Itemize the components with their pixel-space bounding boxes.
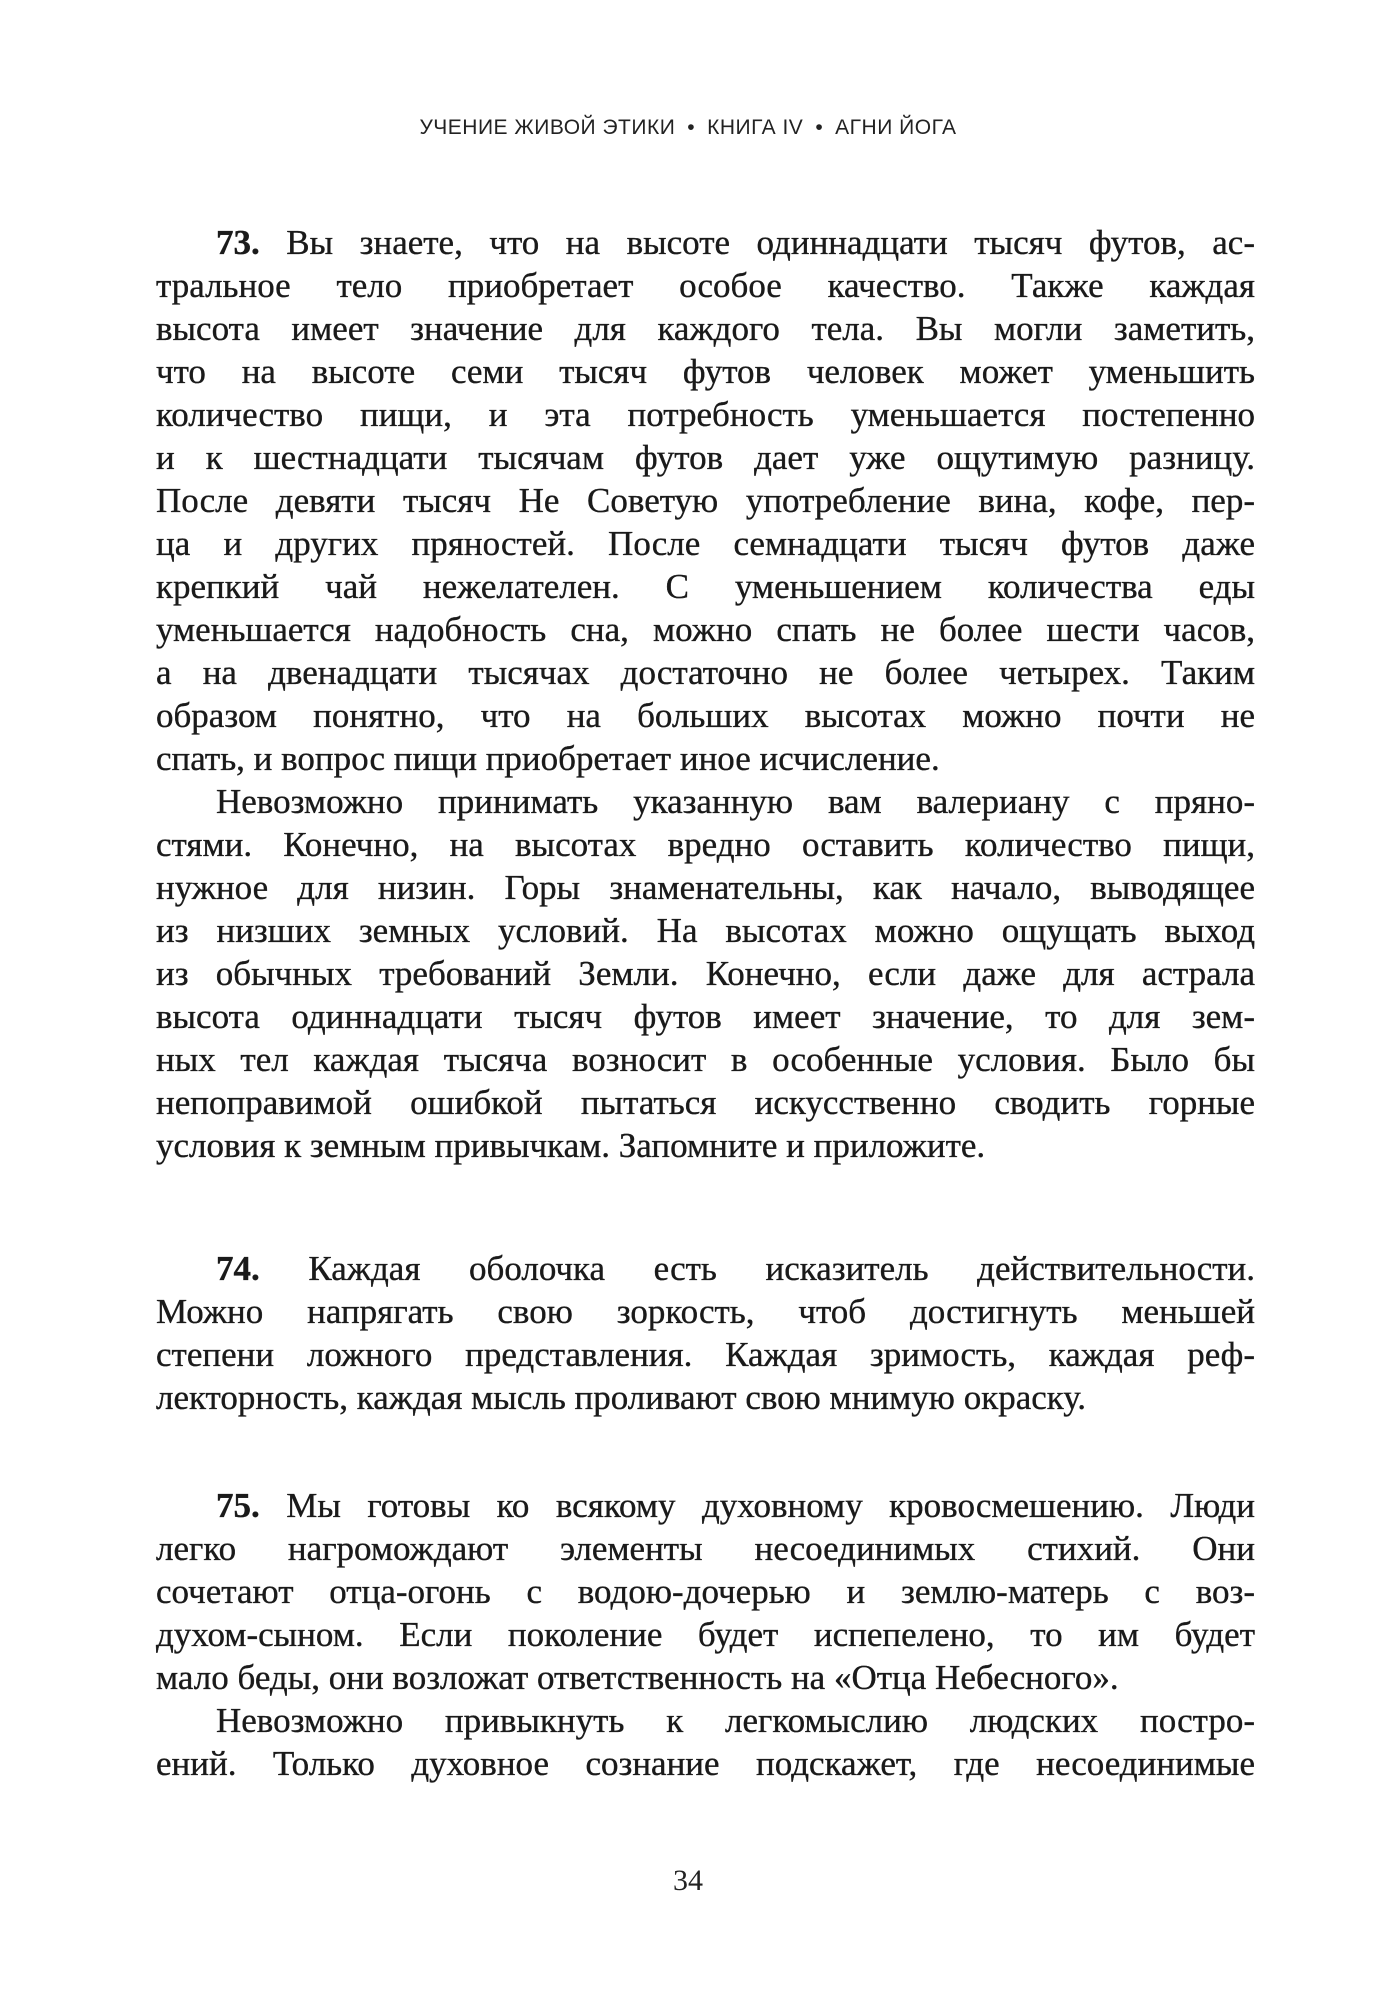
text-line: [156, 995, 1255, 1038]
text-line: [156, 1656, 1255, 1699]
line-text: Невозможно привыкнуть к легкомыслию людских постро-: [216, 1701, 1255, 1740]
line-text: а на двенадцати тысячах достаточно не более четырех. Таким: [156, 653, 1255, 692]
page-body: [156, 221, 1255, 1785]
text-line: [156, 1247, 1255, 1290]
text-line: [156, 1527, 1255, 1570]
line-text: духом-сыном. Если поколение будет испепелено, то им будет: [156, 1615, 1255, 1654]
text-line: [156, 737, 1255, 780]
section-gap: [156, 1419, 1255, 1484]
line-text: условия к земным привычкам. Запомните и приложите.: [156, 1126, 986, 1165]
text-line: [156, 1742, 1255, 1785]
paragraph: [156, 780, 1255, 1167]
text-line: [156, 866, 1255, 909]
section-gap: [156, 1167, 1255, 1247]
header-book: КНИГА IV: [707, 116, 804, 139]
section-number: 75.: [216, 1486, 260, 1525]
text-line: [156, 479, 1255, 522]
line-text: высота одиннадцати тысяч футов имеет значение, то для зем-: [156, 997, 1255, 1036]
line-text: мало беды, они возложат ответственность на «Отца Небесного».: [156, 1658, 1119, 1697]
line-text: тральное тело приобретает особое качество. Также каждая: [156, 266, 1255, 305]
line-text: Можно напрягать свою зоркость, чтоб достигнуть меньшей: [156, 1292, 1255, 1331]
text-line: [156, 694, 1255, 737]
line-text: Каждая оболочка есть исказитель действительности.: [308, 1249, 1256, 1288]
line-text: крепкий чай нежелателен. С уменьшением количества еды: [156, 567, 1255, 606]
text-line: [156, 221, 1255, 264]
line-text: нужное для низин. Горы знаменательны, как начало, выводящее: [156, 868, 1255, 907]
line-text: что на высоте семи тысяч футов человек может уменьшить: [156, 352, 1255, 391]
paragraph: [156, 1247, 1255, 1419]
header-title: АГНИ ЙОГА: [835, 116, 957, 139]
line-text: сочетают отца-огонь с водою-дочерью и землю-матерь с воз-: [156, 1572, 1255, 1611]
text-line: [156, 823, 1255, 866]
line-text: из обычных требований Земли. Конечно, если даже для астрала: [156, 954, 1255, 993]
line-text: стями. Конечно, на высотах вредно оставить количество пищи,: [156, 825, 1255, 864]
line-text: ных тел каждая тысяча возносит в особенные условия. Было бы: [156, 1040, 1255, 1079]
line-text: количество пищи, и эта потребность уменьшается постепенно: [156, 395, 1255, 434]
line-text: ца и других пряностей. После семнадцати тысяч футов даже: [156, 524, 1255, 563]
paragraph: [156, 1699, 1255, 1785]
line-text: непоправимой ошибкой пытаться искусственно сводить горные: [156, 1083, 1255, 1122]
text-line: [156, 952, 1255, 995]
text-line: [156, 651, 1255, 694]
line-text: лекторность, каждая мысль проливают свою мнимую окраску.: [156, 1378, 1087, 1417]
section-74: [156, 1247, 1255, 1419]
line-text: Вы знаете, что на высоте одиннадцати тысяч футов, ас-: [286, 223, 1255, 262]
text-line: [156, 608, 1255, 651]
text-line: [156, 1484, 1255, 1527]
text-line: [156, 1613, 1255, 1656]
text-line: [156, 436, 1255, 479]
text-line: [156, 1376, 1255, 1419]
line-text: и к шестнадцати тысячам футов дает уже ощутимую разницу.: [156, 438, 1255, 477]
text-line: [156, 909, 1255, 952]
text-line: [156, 780, 1255, 823]
text-line: [156, 1699, 1255, 1742]
text-line: [156, 350, 1255, 393]
line-text: спать, и вопрос пищи приобретает иное исчисление.: [156, 739, 940, 778]
line-text: легко нагромождают элементы несоединимых стихий. Они: [156, 1529, 1255, 1568]
line-text: образом понятно, что на больших высотах можно почти не: [156, 696, 1255, 735]
text-line: [156, 307, 1255, 350]
line-text: Мы готовы ко всякому духовному кровосмешению. Люди: [286, 1486, 1255, 1525]
line-text: степени ложного представления. Каждая зримость, каждая реф-: [156, 1335, 1255, 1374]
text-line: [156, 1333, 1255, 1376]
paragraph: [156, 221, 1255, 780]
header-separator: •: [815, 116, 824, 139]
text-line: [156, 1124, 1255, 1167]
line-text: из низших земных условий. На высотах можно ощущать выход: [156, 911, 1255, 950]
section-75: [156, 1484, 1255, 1785]
running-header: [0, 116, 1376, 140]
line-text: высота имеет значение для каждого тела. Вы могли заметить,: [156, 309, 1255, 348]
line-text: После девяти тысяч Не Советую употребление вина, кофе, пер-: [156, 481, 1255, 520]
text-line: [156, 1290, 1255, 1333]
line-text: уменьшается надобность сна, можно спать не более шести часов,: [156, 610, 1255, 649]
text-line: [156, 522, 1255, 565]
section-73: [156, 221, 1255, 1167]
page-number: 34: [673, 1864, 703, 1897]
section-number: 73.: [216, 223, 260, 262]
text-line: [156, 264, 1255, 307]
text-line: [156, 1570, 1255, 1613]
line-text: Невозможно принимать указанную вам валериану с пряно-: [216, 782, 1255, 821]
paragraph: [156, 1484, 1255, 1699]
text-line: [156, 393, 1255, 436]
header-series: УЧЕНИЕ ЖИВОЙ ЭТИКИ: [419, 116, 676, 139]
section-number: 74.: [216, 1249, 260, 1288]
text-line: [156, 565, 1255, 608]
line-text: ений. Только духовное сознание подскажет, где несоединимые: [156, 1744, 1255, 1783]
header-separator: •: [687, 116, 696, 139]
text-line: [156, 1038, 1255, 1081]
text-line: [156, 1081, 1255, 1124]
